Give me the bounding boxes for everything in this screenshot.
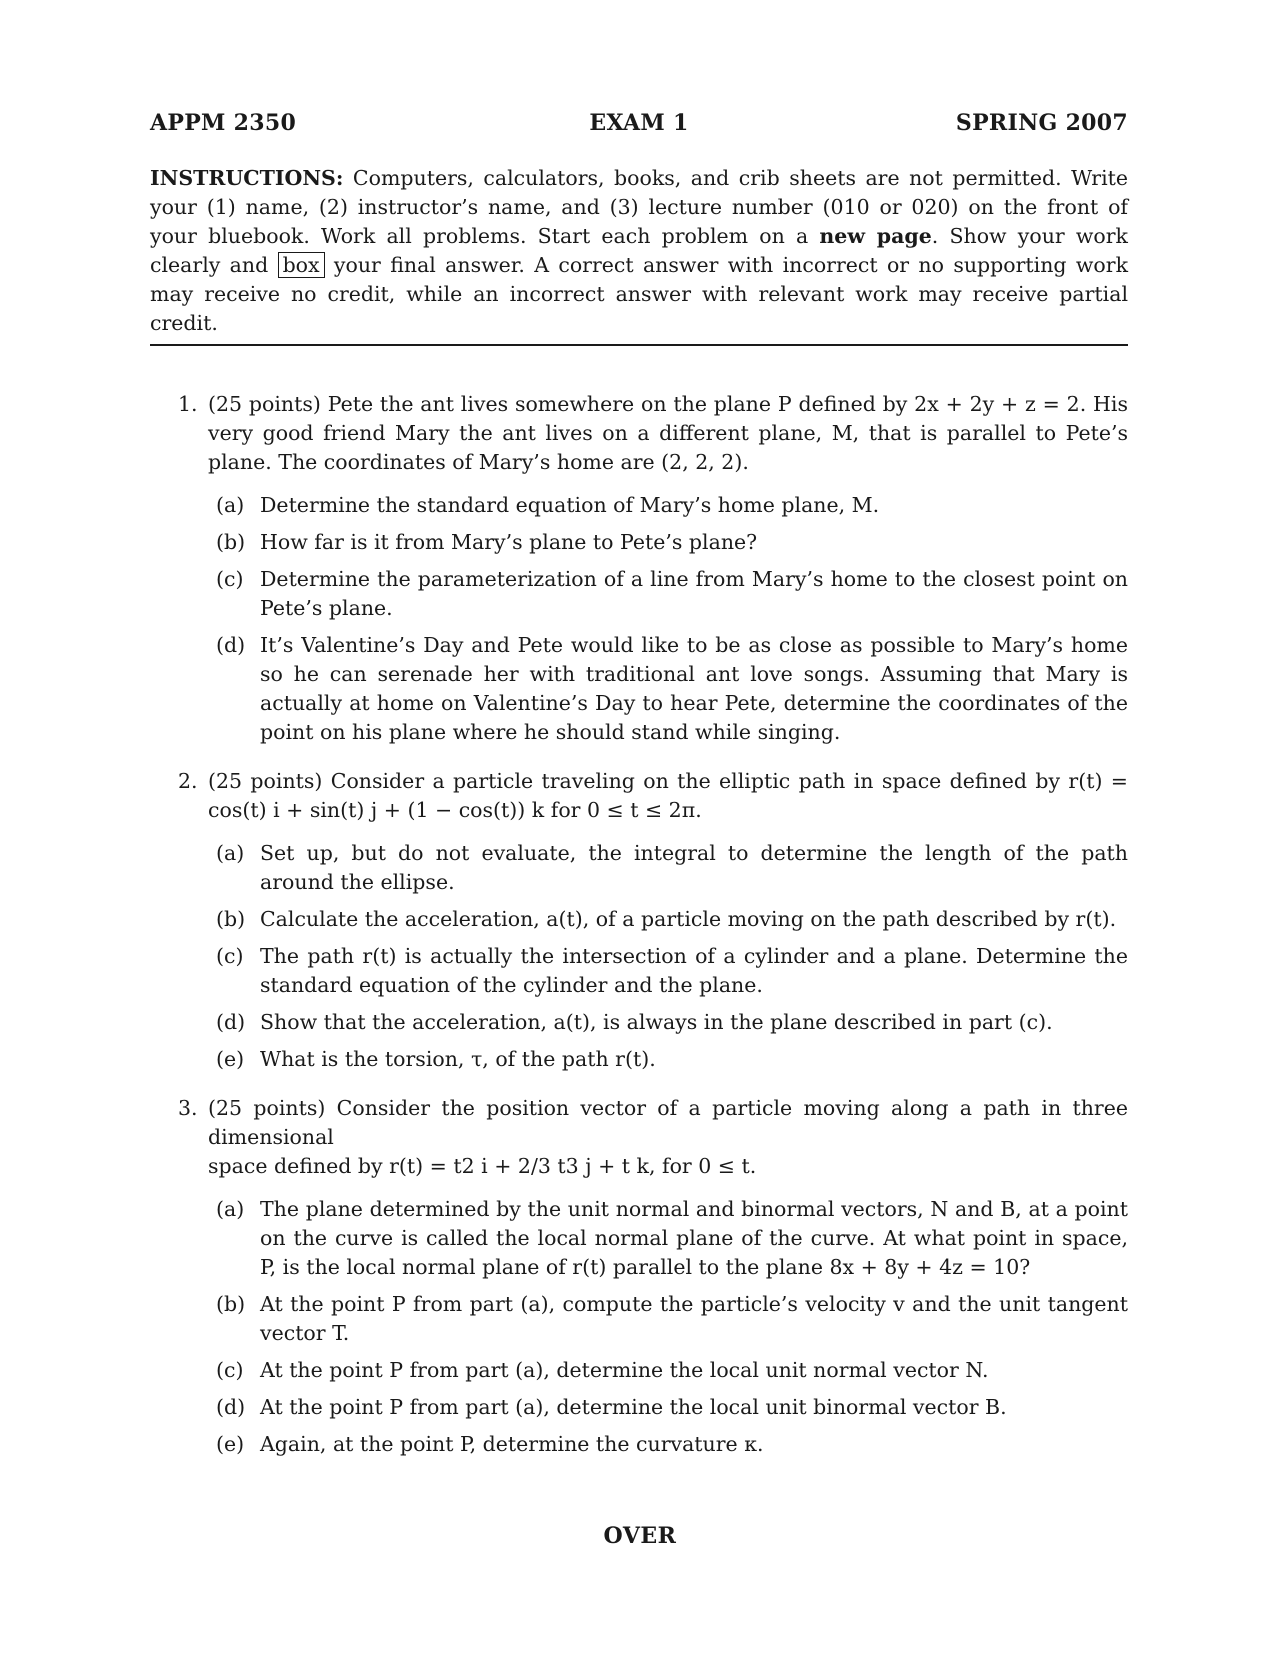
problem-2 [150,767,1128,1074]
exam-page [150,110,1128,1479]
part-label: (b) [216,907,246,931]
problem-part [216,1195,1128,1282]
part-text: The plane determined by the unit normal and binormal vectors, N and B, at a point on the curve is called the local normal plane of the curve. At what point in space, P, is the local normal plane of r(t) parallel to the plane 8x + 8y + 4z = 10? [260,1197,1128,1279]
part-label: (c) [216,567,244,591]
problem-intro-line-1: (25 points) Consider the position vector of a particle moving along a path in three dimensional [208,1096,1128,1149]
part-label: (e) [216,1432,245,1456]
problem-parts [208,839,1128,1074]
problem-intro-line-2: space defined by r(t) = t2 i + 2/3 t3 j + t k, for 0 ≤ t. [208,1154,757,1178]
problem-1 [150,390,1128,747]
part-label: (d) [216,1010,246,1034]
problem-part [216,1290,1128,1348]
part-label: (d) [216,1395,246,1419]
problem-part [216,1045,1128,1074]
exam-header [150,110,1128,144]
part-text: How far is it from Mary’s plane to Pete’s plane? [260,530,758,554]
problem-part [216,1430,1128,1459]
part-text: At the point P from part (a), determine the local unit normal vector N. [260,1358,989,1382]
part-text: At the point P from part (a), compute the particle’s velocity v and the unit tangent vector T. [260,1292,1128,1345]
instructions-text-1: Computers, calculators, books, and crib sheets are not permitted. Write your (1) name, (2) instructor’s name, and (3) lecture number (010 or 020) on the front of your bluebook. Work all problems. Start each problem on a [150,166,1128,248]
part-label: (b) [216,530,246,554]
problem-number: 1. [178,392,198,416]
part-text: At the point P from part (a), determine the local unit binormal vector B. [260,1395,1007,1419]
problem-part [216,631,1128,747]
part-text: Determine the standard equation of Mary’s home plane, M. [260,493,880,517]
problem-intro: (25 points) Consider a particle traveling on the elliptic path in space defined by r(t) = cos(t) i + sin(t) j + (1 − cos(t)) k for 0 ≤ t ≤ 2π. [208,769,1128,822]
instructions-lead: INSTRUCTIONS: [150,166,344,190]
problem-part [216,565,1128,623]
part-text: The path r(t) is actually the intersection of a cylinder and a plane. Determine the standard equation of the cylinder and the plane. [260,944,1128,997]
part-label: (a) [216,841,245,865]
instructions-text-2: . Show your work clearly and [150,224,1128,277]
problem-parts [208,491,1128,747]
problem-part [216,491,1128,520]
part-label: (b) [216,1292,246,1316]
part-text: Set up, but do not evaluate, the integral to determine the length of the path around the ellipse. [260,841,1128,894]
problem-part [216,839,1128,897]
part-label: (c) [216,944,244,968]
over-footer: OVER [603,1523,677,1549]
instructions-block [150,164,1128,346]
part-label: (a) [216,493,245,517]
course-code: APPM 2350 [150,110,297,136]
problem-3 [150,1094,1128,1459]
problem-part [216,1008,1128,1037]
problem-part [216,1393,1128,1422]
problem-intro [208,1094,1128,1181]
part-label: (e) [216,1047,245,1071]
instructions-new-page: new page [819,224,932,248]
part-label: (c) [216,1358,244,1382]
problem-number: 2. [178,769,198,793]
problems-list [150,390,1128,1459]
part-label: (a) [216,1197,245,1221]
part-text: Show that the acceleration, a(t), is always in the plane described in part (c). [260,1010,1053,1034]
problem-part [216,905,1128,934]
problem-part [216,1356,1128,1385]
problem-parts [208,1195,1128,1459]
instructions-text-3: your final answer. A correct answer with incorrect or no supporting work may receive no credit, while an incorrect answer with relevant work may receive partial credit. [150,253,1128,335]
part-text: What is the torsion, τ, of the path r(t). [260,1047,656,1071]
exam-title: EXAM 1 [589,110,689,136]
part-text: Again, at the point P, determine the curvature κ. [260,1432,764,1456]
part-text: It’s Valentine’s Day and Pete would like to be as close as possible to Mary’s home so he can serenade her with traditional ant love songs. Assuming that Mary is actually at home on Valentine’s Day to hear Pete, determine the coordinates of the point on his plane where he should stand while singing. [260,633,1128,744]
part-text: Determine the parameterization of a line from Mary’s home to the closest point on Pete’s plane. [260,567,1128,620]
instructions-box-word: box [278,252,325,278]
problem-intro: (25 points) Pete the ant lives somewhere on the plane P defined by 2x + 2y + z = 2. His very good friend Mary the ant lives on a different plane, M, that is parallel to Pete’s plane. The coordinates of Mary’s home are (2, 2, 2). [208,392,1128,474]
exam-term: SPRING 2007 [955,110,1128,136]
part-text: Calculate the acceleration, a(t), of a particle moving on the path described by r(t). [260,907,1117,931]
problem-part [216,528,1128,557]
problem-part [216,942,1128,1000]
part-label: (d) [216,633,246,657]
problem-number: 3. [178,1096,198,1120]
